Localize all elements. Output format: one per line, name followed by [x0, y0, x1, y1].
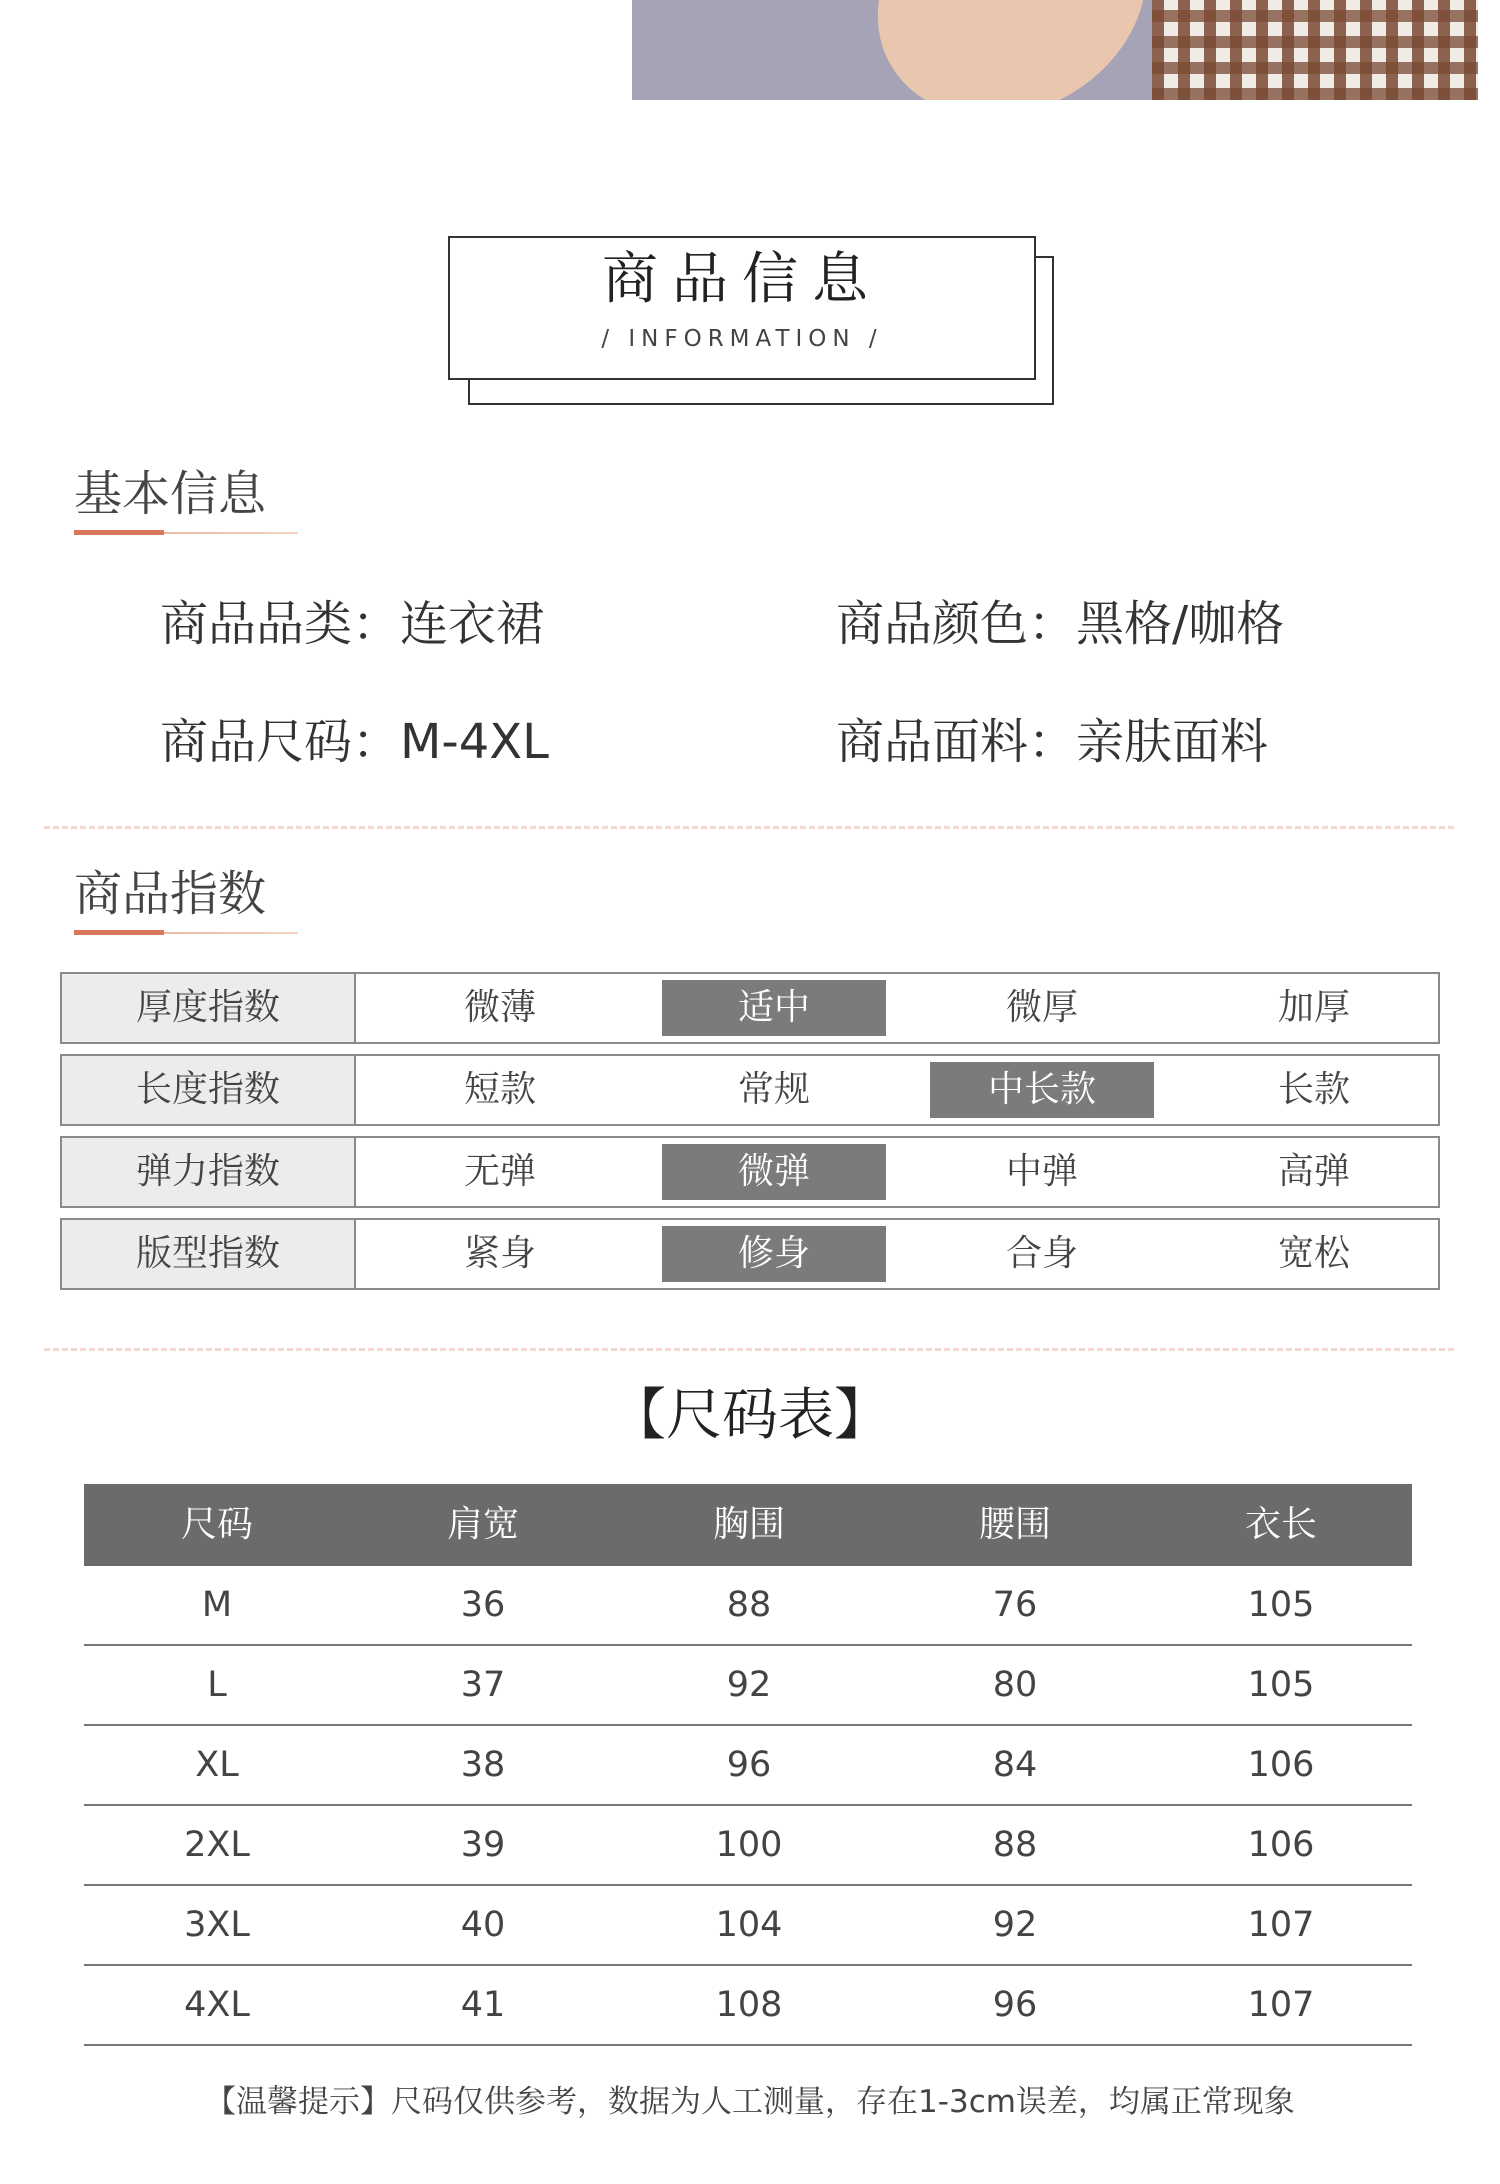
table-cell: 40 — [460, 1905, 506, 1945]
index-option-selected: 微弹 — [662, 1144, 886, 1200]
index-row-label: 厚度指数 — [62, 974, 356, 1042]
product-photo — [632, 0, 1478, 100]
index-option: 微厚 — [1005, 987, 1078, 1028]
table-cell: 80 — [992, 1665, 1038, 1705]
basic-section-title: 基本信息 — [74, 466, 267, 522]
table-cell: 3XL — [184, 1905, 250, 1945]
table-cell: 96 — [726, 1745, 772, 1785]
index-option: 宽松 — [1277, 1233, 1350, 1274]
table-cell: 107 — [1247, 1985, 1315, 2025]
section-divider — [44, 826, 1454, 829]
table-cell: 88 — [726, 1585, 772, 1625]
index-row — [60, 1218, 1440, 1290]
index-option: 紧身 — [463, 1233, 536, 1274]
table-cell: 4XL — [184, 1985, 250, 2025]
fabric-row — [836, 712, 1268, 772]
index-option: 无弹 — [463, 1151, 536, 1192]
index-option-selected: 中长款 — [930, 1062, 1154, 1118]
table-row — [84, 1726, 1412, 1806]
size-value: M-4XL — [400, 714, 549, 770]
table-cell: 108 — [715, 1985, 783, 2025]
table-cell: 92 — [726, 1665, 772, 1705]
table-cell: 92 — [992, 1905, 1038, 1945]
table-row — [84, 1646, 1412, 1726]
category-row — [160, 594, 544, 654]
index-option: 短款 — [463, 1069, 536, 1110]
index-row — [60, 1136, 1440, 1208]
index-row-label: 弹力指数 — [62, 1138, 356, 1206]
size-row — [160, 712, 549, 772]
color-row — [836, 594, 1284, 654]
table-cell: XL — [195, 1745, 239, 1785]
photo-plaid-fabric — [1152, 0, 1478, 100]
index-row — [60, 1054, 1440, 1126]
table-cell: 106 — [1247, 1745, 1315, 1785]
index-row — [60, 972, 1440, 1044]
table-row — [84, 1806, 1412, 1886]
index-option: 常规 — [737, 1069, 810, 1110]
fabric-label: 商品面料： — [836, 714, 1077, 770]
table-cell: 84 — [992, 1745, 1038, 1785]
table-row — [84, 1966, 1412, 2046]
table-cell: 100 — [715, 1825, 783, 1865]
table-cell: 88 — [992, 1825, 1038, 1865]
index-section-underline-accent — [74, 930, 164, 935]
table-cell: M — [201, 1585, 233, 1625]
fabric-value: 亲肤面料 — [1076, 714, 1269, 770]
header-title: 商品信息 — [602, 247, 882, 312]
size-table-header-cell: 腰围 — [978, 1504, 1051, 1545]
category-value: 连衣裙 — [400, 596, 545, 652]
header-subtitle: / INFORMATION / — [601, 326, 883, 352]
color-label: 商品颜色： — [836, 596, 1077, 652]
table-cell: 41 — [460, 1985, 506, 2025]
category-label: 商品品类： — [160, 596, 401, 652]
size-tip: 【温馨提示】尺码仅供参考，数据为人工测量，存在1-3cm误差，均属正常现象 — [205, 2084, 1295, 2120]
index-option: 中弹 — [1005, 1151, 1078, 1192]
table-cell: 38 — [460, 1745, 506, 1785]
color-value: 黑格/咖格 — [1076, 596, 1285, 652]
size-table-header-cell: 肩宽 — [446, 1504, 519, 1545]
index-option: 合身 — [1005, 1233, 1078, 1274]
table-cell: 76 — [992, 1585, 1038, 1625]
table-row — [84, 1886, 1412, 1966]
size-table-header-cell: 胸围 — [712, 1504, 785, 1545]
table-cell: 105 — [1247, 1585, 1315, 1625]
size-table-header-cell: 尺码 — [180, 1504, 253, 1545]
index-option: 高弹 — [1277, 1151, 1350, 1192]
table-cell: 39 — [460, 1825, 506, 1865]
table-cell: 104 — [715, 1905, 783, 1945]
size-table-header — [84, 1484, 1412, 1566]
index-option: 长款 — [1277, 1069, 1350, 1110]
photo-arm — [833, 0, 1190, 100]
table-cell: 96 — [992, 1985, 1038, 2025]
table-cell: 2XL — [184, 1825, 250, 1865]
index-option: 微薄 — [463, 987, 536, 1028]
table-cell: 105 — [1247, 1665, 1315, 1705]
table-cell: 36 — [460, 1585, 506, 1625]
table-cell: 107 — [1247, 1905, 1315, 1945]
basic-section-underline-accent — [74, 530, 164, 535]
size-table-header-cell: 衣长 — [1244, 1504, 1317, 1545]
table-cell: 37 — [460, 1665, 506, 1705]
index-option-selected: 适中 — [662, 980, 886, 1036]
section-divider — [44, 1348, 1454, 1351]
index-row-label: 长度指数 — [62, 1056, 356, 1124]
size-label: 商品尺码： — [160, 714, 401, 770]
table-cell: 106 — [1247, 1825, 1315, 1865]
index-section-title: 商品指数 — [74, 866, 267, 922]
index-row-label: 版型指数 — [62, 1220, 356, 1288]
table-cell: L — [207, 1665, 227, 1705]
size-table-title: 【尺码表】 — [610, 1383, 890, 1448]
index-option-selected: 修身 — [662, 1226, 886, 1282]
table-row — [84, 1566, 1412, 1646]
index-option: 加厚 — [1277, 987, 1350, 1028]
